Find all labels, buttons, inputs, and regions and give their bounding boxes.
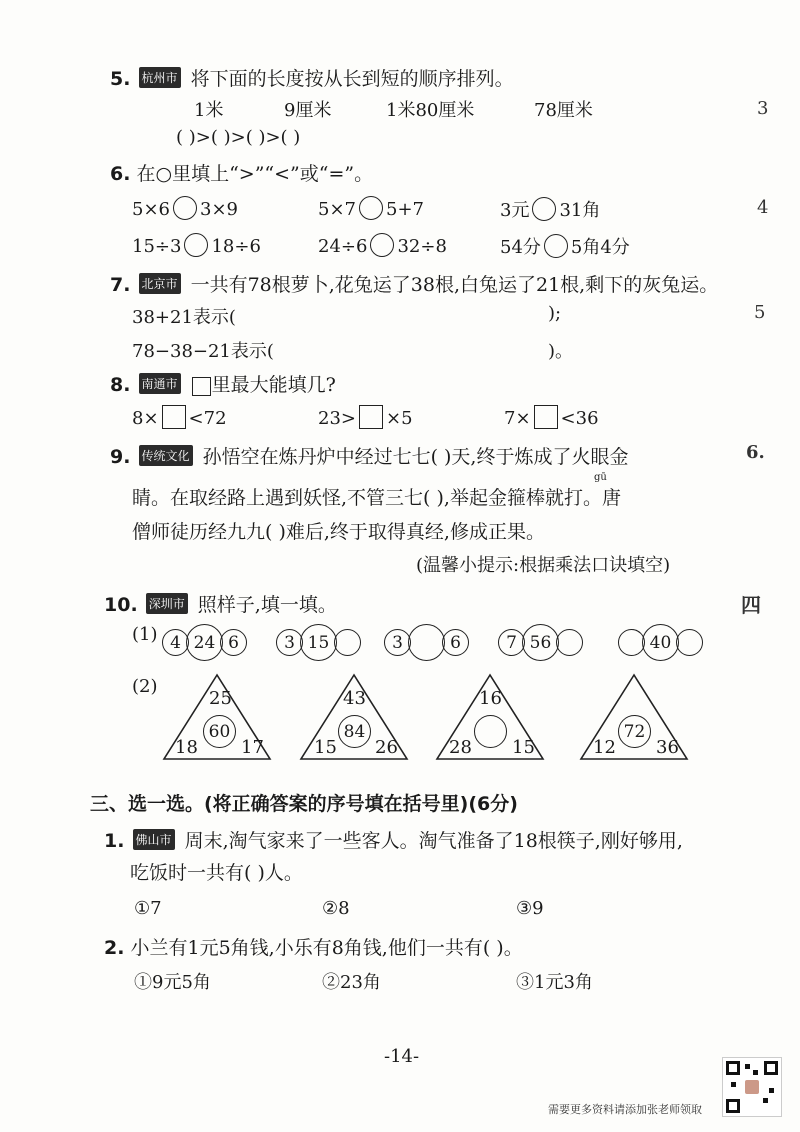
- compare-circle[interactable]: [532, 197, 556, 221]
- s3-q1-number: 1.: [104, 830, 125, 852]
- q6-compare-6: 54分 5角4分: [500, 233, 630, 259]
- q10-region-tag: 深圳市: [146, 593, 188, 614]
- q7-region-tag: 北京市: [139, 273, 181, 294]
- q10-part1-label: (1): [132, 624, 158, 645]
- triangle-top-number: 25: [209, 688, 232, 709]
- q8-stem: [110, 370, 336, 397]
- q9-number: 9.: [110, 446, 131, 468]
- q7-line2-left: 78−38−21表示(: [132, 341, 274, 362]
- big-circle: 56: [522, 624, 559, 661]
- q7-number: 7.: [110, 274, 131, 296]
- margin-char: 4: [757, 197, 769, 218]
- small-circle: 6: [220, 629, 247, 656]
- s3-q2-option-2[interactable]: ②23角: [322, 972, 381, 993]
- q9-line1: 孙悟空在炼丹炉中经过七七( )天,终于炼成了火眼金: [202, 446, 629, 468]
- compare-circle[interactable]: [173, 196, 197, 220]
- answer-circle[interactable]: [408, 624, 445, 661]
- q8-item-2: 23> ×5: [318, 405, 413, 429]
- answer-circle[interactable]: [676, 629, 703, 656]
- q8-item-3: 7× <36: [504, 405, 599, 429]
- q10-part2-label: (2): [132, 676, 158, 697]
- triangle-center-circle: 84: [338, 715, 371, 748]
- s3-q1-line2: 吃饭时一共有( )人。: [130, 862, 303, 884]
- q7-line1-left: 38+21表示(: [132, 307, 236, 328]
- compare-circle[interactable]: [184, 233, 208, 257]
- page-number: -14-: [384, 1046, 420, 1067]
- margin-char: 5: [754, 302, 766, 323]
- s3-q2-option-1[interactable]: ①9元5角: [134, 972, 211, 993]
- triangle-left-number: 15: [314, 737, 337, 758]
- answer-box[interactable]: [534, 405, 558, 429]
- triangle-right-number: 17: [241, 737, 264, 758]
- q10-text: 照样子,填一填。: [197, 594, 337, 616]
- compare-circle[interactable]: [370, 233, 394, 257]
- q6-compare-3: 3元 31角: [500, 196, 600, 222]
- q5-stem: [110, 64, 514, 91]
- q9-region-tag: 传统文化: [139, 445, 193, 466]
- triangle-right-number: 15: [512, 737, 535, 758]
- answer-circle[interactable]: [556, 629, 583, 656]
- triangle-top-number: 43: [343, 688, 366, 709]
- footer-note: 需要更多资料请添加张老师领取: [548, 1103, 702, 1116]
- margin-char: 四: [741, 593, 761, 617]
- small-circle: 6: [442, 629, 469, 656]
- q6-compare-1: 5×6 3×9: [132, 196, 238, 220]
- q7-line2-right: )。: [548, 341, 574, 362]
- s3-q1-region-tag: 佛山市: [133, 829, 175, 850]
- qr-code-icon: [722, 1057, 782, 1117]
- small-circle: 3: [276, 629, 303, 656]
- small-circle: 3: [384, 629, 411, 656]
- small-circle: 7: [498, 629, 525, 656]
- q10-number: 10.: [104, 594, 138, 616]
- s3-q2-stem: [104, 933, 523, 960]
- q9-hint: (温馨小提示:根据乘法口诀填空): [416, 555, 671, 576]
- answer-circle[interactable]: [334, 629, 361, 656]
- q8-number: 8.: [110, 374, 131, 396]
- q5-item-1: 1米: [194, 100, 224, 121]
- blank-square-icon: [192, 377, 211, 396]
- triangle-right-number: 36: [656, 737, 679, 758]
- q9-line3: 僧师徒历经九九( )难后,终于取得真经,修成正果。: [132, 521, 545, 543]
- big-circle: 24: [186, 624, 223, 661]
- compare-circle[interactable]: [359, 196, 383, 220]
- s3-q1-option-2[interactable]: ②8: [322, 898, 350, 919]
- q5-item-3: 1米80厘米: [386, 100, 475, 121]
- q7-line1-right: );: [548, 303, 562, 324]
- big-circle: 40: [642, 624, 679, 661]
- q7-text: 一共有78根萝卜,花兔运了38根,白兔运了21根,剩下的灰兔运。: [190, 274, 719, 296]
- margin-char: 6.: [746, 442, 765, 463]
- q5-answer-blanks[interactable]: ( )>( )>( )>( ): [176, 127, 301, 148]
- answer-circle[interactable]: [618, 629, 645, 656]
- small-circle: 4: [162, 629, 189, 656]
- q6-compare-2: 5×7 5+7: [318, 196, 424, 220]
- q6-compare-5: 24÷6 32÷8: [318, 233, 447, 257]
- q9-pinyin: gū: [594, 472, 607, 483]
- s3-q1-stem: [104, 826, 683, 853]
- triangle-right-number: 26: [375, 737, 398, 758]
- s3-q1-option-3[interactable]: ③9: [516, 898, 544, 919]
- q8-region-tag: 南通市: [139, 373, 181, 394]
- big-circle: 15: [300, 624, 337, 661]
- q6-text: 在○里填上“>”“<”或“=”。: [136, 163, 374, 185]
- q5-item-2: 9厘米: [284, 100, 332, 121]
- q6-compare-4: 15÷3 18÷6: [132, 233, 261, 257]
- compare-circle[interactable]: [544, 234, 568, 258]
- q10-stem: [104, 590, 337, 617]
- s3-q1-option-1[interactable]: ①7: [134, 898, 162, 919]
- s3-q2-number: 2.: [104, 937, 125, 959]
- margin-char: 3: [757, 98, 769, 119]
- q7-stem: [110, 270, 718, 297]
- q6-number: 6.: [110, 163, 131, 185]
- triangle-center-circle: 60: [203, 715, 236, 748]
- q8-text: 里最大能填几?: [211, 374, 336, 396]
- triangle-answer-circle[interactable]: [474, 715, 507, 748]
- triangle-left-number: 28: [449, 737, 472, 758]
- q9-stem: [110, 442, 628, 469]
- s3-q2-option-3[interactable]: ③1元3角: [516, 972, 593, 993]
- answer-box[interactable]: [162, 405, 186, 429]
- triangle-top-number: 16: [479, 688, 502, 709]
- s3-q1-line1: 周末,淘气家来了一些客人。淘气准备了18根筷子,刚好够用,: [184, 830, 683, 852]
- section3-title: 三、选一选。(将正确答案的序号填在括号里)(6分): [90, 793, 518, 815]
- q9-line2: 睛。在取经路上遇到妖怪,不管三七( ),举起金箍棒就打。唐: [132, 487, 621, 509]
- triangle-left-number: 18: [175, 737, 198, 758]
- answer-box[interactable]: [359, 405, 383, 429]
- q8-item-1: 8× <72: [132, 405, 227, 429]
- triangle-left-number: 12: [593, 737, 616, 758]
- q5-number: 5.: [110, 68, 131, 90]
- q6-stem: [110, 159, 373, 186]
- s3-q2-line1: 小兰有1元5角钱,小乐有8角钱,他们一共有( )。: [130, 937, 523, 959]
- q5-item-4: 78厘米: [534, 100, 593, 121]
- triangle-center-circle: 72: [618, 715, 651, 748]
- q5-region-tag: 杭州市: [139, 67, 181, 88]
- q5-text: 将下面的长度按从长到短的顺序排列。: [190, 68, 514, 90]
